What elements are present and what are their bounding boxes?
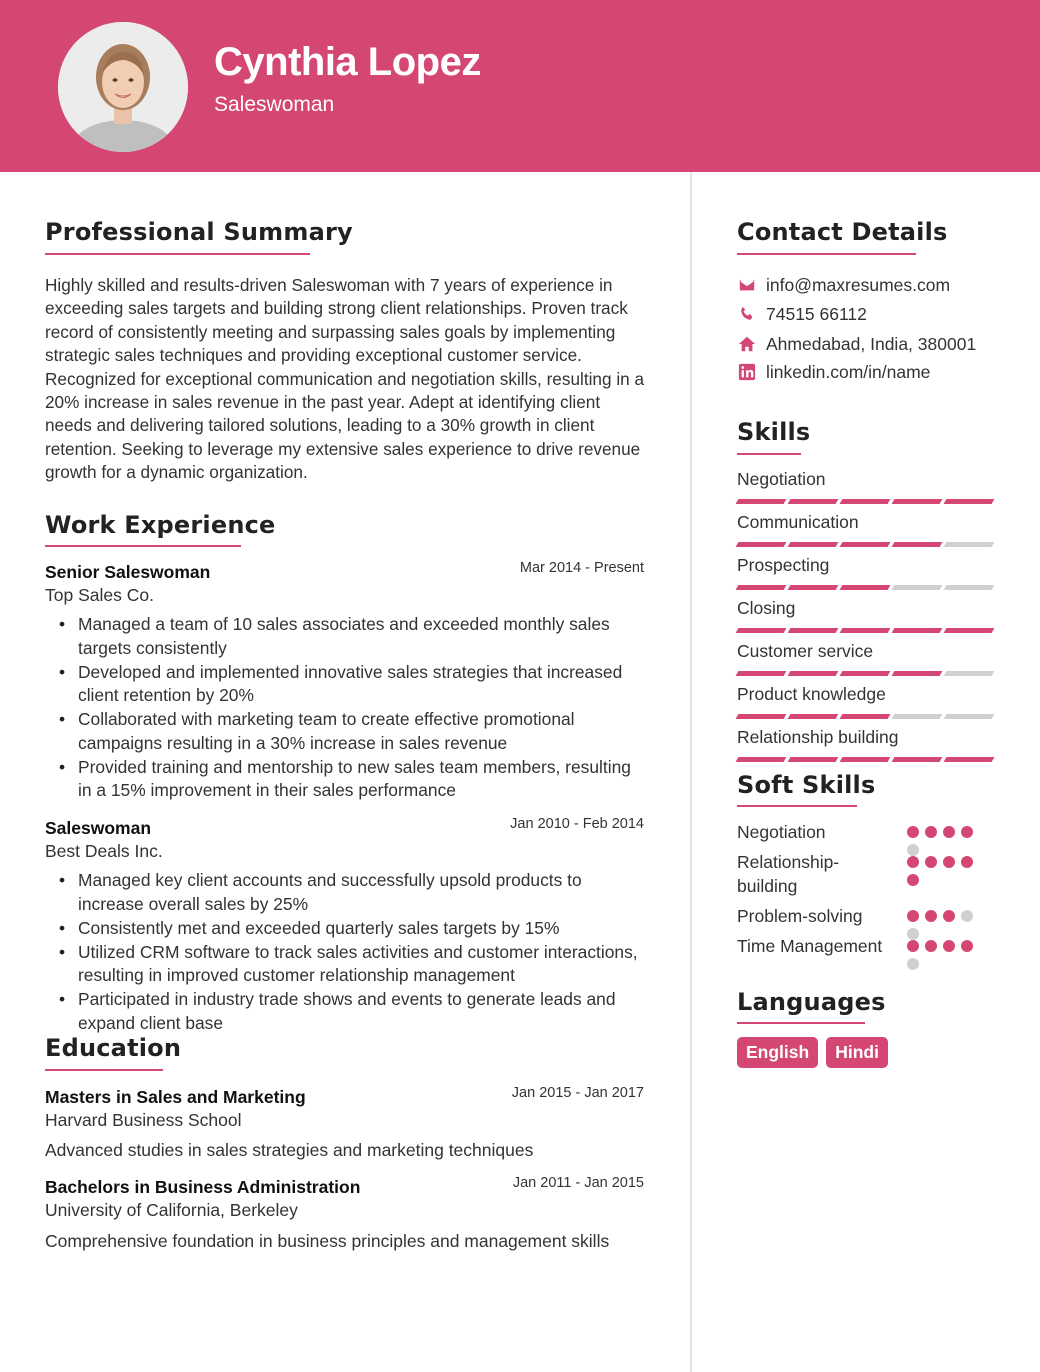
languages-underline bbox=[737, 1022, 865, 1024]
summary-text: Highly skilled and results-driven Saleswoman with 7 years of experience in exceeding sales targets and building strong client relationships. Proven track record of consistently meeting and surpassing sales goals by implementing strategic sales techniques and providing exceptional customer service. Recognized for exceptional communication and negotiation skills, resulting in a 20% increase in sales revenue in the past year. Adept at identifying client needs and delivering tailored solutions, leading to a 30% growth in client retention. Seeking to leverage my extensive sales experience to drive revenue growth for a dynamic organization. bbox=[45, 275, 645, 483]
column-divider bbox=[690, 172, 692, 1372]
linkedin-text: linkedin.com/in/name bbox=[766, 361, 931, 382]
skill-level-bar bbox=[737, 757, 993, 762]
linkedin-icon bbox=[737, 362, 757, 382]
header-banner bbox=[0, 0, 1040, 172]
soft-skill-rating bbox=[907, 910, 979, 940]
job-dates: Jan 2010 - Feb 2014 bbox=[510, 816, 644, 832]
rating-dot bbox=[961, 826, 973, 838]
envelope-icon bbox=[737, 275, 757, 295]
email-text: info@maxresumes.com bbox=[766, 274, 951, 295]
skill-level-segment bbox=[736, 585, 787, 590]
skill-name: Prospecting bbox=[737, 555, 830, 575]
list-item: • Consistently met and exceeded quarterly sales targets by 15% bbox=[59, 917, 649, 941]
skill-level-segment bbox=[840, 542, 891, 547]
rating-dot bbox=[925, 940, 937, 952]
summary-heading: Professional Summary bbox=[45, 218, 353, 246]
rating-dot bbox=[907, 940, 919, 952]
candidate-title: Saleswoman bbox=[214, 93, 335, 116]
contact-heading: Contact Details bbox=[737, 218, 948, 246]
phone-text: 74515 66112 bbox=[766, 303, 867, 324]
skill-level-segment bbox=[840, 628, 891, 633]
degree-description: Comprehensive foundation in business principles and management skills bbox=[45, 1231, 610, 1251]
degree-description: Advanced studies in sales strategies and marketing techniques bbox=[45, 1140, 534, 1160]
rating-dot bbox=[907, 928, 919, 940]
language-badge: Hindi bbox=[826, 1037, 888, 1068]
skill-level-bar bbox=[737, 499, 993, 504]
job-company: Top Sales Co. bbox=[45, 585, 154, 605]
languages-heading: Languages bbox=[737, 988, 886, 1016]
skill-level-segment bbox=[944, 671, 995, 676]
school-name: University of California, Berkeley bbox=[45, 1200, 298, 1220]
rating-dot bbox=[907, 874, 919, 886]
soft-skill-name: Time Management bbox=[737, 936, 883, 956]
degree-title: Masters in Sales and Marketing bbox=[45, 1087, 306, 1107]
skills-underline bbox=[737, 453, 801, 455]
skill-level-segment bbox=[944, 499, 995, 504]
skill-level-bar bbox=[737, 542, 993, 547]
rating-dot bbox=[943, 826, 955, 838]
rating-dot bbox=[961, 940, 973, 952]
soft-skill-name: Relationship-building bbox=[737, 852, 840, 896]
rating-dot bbox=[907, 856, 919, 868]
soft-skill-name: Problem-solving bbox=[737, 906, 863, 926]
job-dates: Mar 2014 - Present bbox=[519, 560, 644, 576]
rating-dot bbox=[943, 940, 955, 952]
list-item: • Managed key client accounts and successfully upsold products to increase overall sales by 25% bbox=[59, 869, 649, 916]
skill-level-segment bbox=[892, 628, 943, 633]
rating-dot bbox=[961, 856, 973, 868]
list-item: • Developed and implemented innovative sales strategies that increased client retention by 20% bbox=[59, 661, 649, 708]
skill-level-segment bbox=[788, 757, 839, 762]
summary-underline bbox=[45, 253, 310, 255]
skill-level-segment bbox=[736, 542, 787, 547]
skill-level-segment bbox=[788, 671, 839, 676]
soft-skills-heading: Soft Skills bbox=[737, 771, 876, 799]
skill-level-segment bbox=[892, 671, 943, 676]
phone-icon bbox=[737, 304, 757, 324]
rating-dot bbox=[943, 856, 955, 868]
experience-heading: Work Experience bbox=[45, 511, 276, 539]
soft-skill-name: Negotiation bbox=[737, 822, 826, 842]
skill-level-segment bbox=[892, 542, 943, 547]
skill-name: Relationship building bbox=[737, 727, 899, 747]
skill-level-segment bbox=[840, 499, 891, 504]
skill-level-segment bbox=[944, 585, 995, 590]
experience-underline bbox=[45, 545, 241, 547]
address-text: Ahmedabad, India, 380001 bbox=[766, 333, 977, 354]
rating-dot bbox=[907, 844, 919, 856]
skill-name: Communication bbox=[737, 512, 859, 532]
skill-name: Closing bbox=[737, 598, 796, 618]
degree-dates: Jan 2015 - Jan 2017 bbox=[511, 1085, 644, 1101]
skill-name: Product knowledge bbox=[737, 684, 886, 704]
skill-level-bar bbox=[737, 671, 993, 676]
contact-underline bbox=[737, 253, 916, 255]
rating-dot bbox=[925, 856, 937, 868]
education-underline bbox=[45, 1069, 163, 1071]
rating-dot bbox=[925, 826, 937, 838]
skill-level-segment bbox=[736, 757, 787, 762]
skill-level-segment bbox=[788, 499, 839, 504]
skill-level-segment bbox=[736, 671, 787, 676]
list-item: • Provided training and mentorship to new sales team members, resulting in a 15% improvement in their sales performance bbox=[59, 756, 649, 803]
skill-level-segment bbox=[892, 499, 943, 504]
soft-skill-rating bbox=[907, 826, 979, 856]
skill-level-segment bbox=[788, 585, 839, 590]
skill-level-segment bbox=[788, 714, 839, 719]
soft-skill-rating bbox=[907, 940, 979, 970]
skill-level-segment bbox=[840, 671, 891, 676]
skill-level-segment bbox=[944, 714, 995, 719]
skill-level-segment bbox=[944, 628, 995, 633]
skill-level-bar bbox=[737, 628, 993, 633]
language-badge: English bbox=[737, 1037, 818, 1068]
soft-skills-underline bbox=[737, 805, 857, 807]
skill-level-segment bbox=[736, 499, 787, 504]
skill-level-bar bbox=[737, 714, 993, 719]
rating-dot bbox=[943, 910, 955, 922]
job-bullets bbox=[59, 869, 649, 1036]
rating-dot bbox=[907, 910, 919, 922]
skill-level-segment bbox=[840, 757, 891, 762]
education-heading: Education bbox=[45, 1034, 182, 1062]
contact-email[interactable] bbox=[737, 273, 950, 297]
skill-name: Negotiation bbox=[737, 469, 826, 489]
soft-skill-rating bbox=[907, 856, 979, 886]
job-title: Senior Saleswoman bbox=[45, 562, 211, 582]
rating-dot bbox=[961, 910, 973, 922]
profile-photo bbox=[58, 22, 188, 152]
job-bullets bbox=[59, 613, 649, 803]
skill-level-segment bbox=[892, 757, 943, 762]
contact-linkedin[interactable] bbox=[737, 360, 930, 384]
rating-dot bbox=[907, 958, 919, 970]
skill-level-segment bbox=[840, 585, 891, 590]
skill-level-segment bbox=[736, 714, 787, 719]
list-item: • Collaborated with marketing team to create effective promotional campaigns resulting in a 30% increase in sales revenue bbox=[59, 708, 649, 755]
skill-level-bar bbox=[737, 585, 993, 590]
contact-phone[interactable] bbox=[737, 302, 867, 326]
languages-list bbox=[737, 1037, 888, 1068]
skill-level-segment bbox=[788, 542, 839, 547]
skill-level-segment bbox=[944, 757, 995, 762]
list-item: • Participated in industry trade shows and events to generate leads and expand client base bbox=[59, 988, 649, 1035]
rating-dot bbox=[907, 826, 919, 838]
skills-heading: Skills bbox=[737, 418, 811, 446]
skill-level-segment bbox=[840, 714, 891, 719]
contact-address bbox=[737, 332, 976, 356]
avatar bbox=[58, 22, 188, 152]
candidate-name: Cynthia Lopez bbox=[214, 40, 481, 84]
skill-level-segment bbox=[892, 585, 943, 590]
home-icon bbox=[737, 334, 757, 354]
skill-level-segment bbox=[736, 628, 787, 633]
skill-level-segment bbox=[788, 628, 839, 633]
skill-name: Customer service bbox=[737, 641, 874, 661]
skill-level-segment bbox=[944, 542, 995, 547]
list-item: • Utilized CRM software to track sales activities and customer interactions, resulting in improved customer relationship management bbox=[59, 941, 649, 988]
list-item: • Managed a team of 10 sales associates and exceeded monthly sales targets consistently bbox=[59, 613, 649, 660]
school-name: Harvard Business School bbox=[45, 1110, 242, 1130]
job-title: Saleswoman bbox=[45, 818, 152, 838]
job-company: Best Deals Inc. bbox=[45, 841, 163, 861]
rating-dot bbox=[925, 910, 937, 922]
degree-title: Bachelors in Business Administration bbox=[45, 1177, 361, 1197]
degree-dates: Jan 2011 - Jan 2015 bbox=[512, 1175, 644, 1191]
skill-level-segment bbox=[892, 714, 943, 719]
